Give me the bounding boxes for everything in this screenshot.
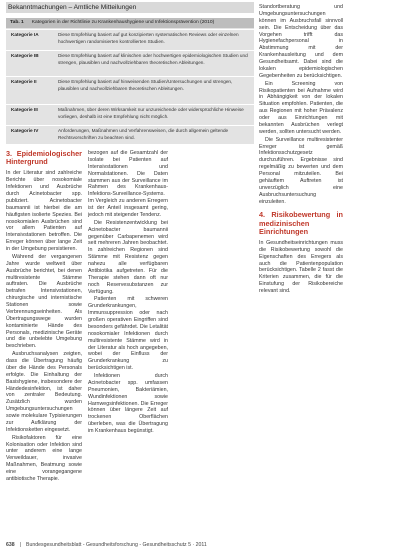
paragraph: bezogen auf die Gesamtzahl der Isolate bei Patienten auf Intensivstationen und Normalstationen. Die Daten stammen aus der Surveillance im Rahmen des Krankenhaus-Infektions-Surveillance-Systems. Im Vergleich zu anderen Erregern ist der Anteil insgesamt gering, jedoch mit steigender Tendenz. [88, 150, 168, 218]
paragraph: Ausbruchsanalysen zeigten, dass die Übertragung häufig über die Hände des Personals erfolgte. Die Einhaltung der Basishygiene, insbesondere der Händedesinfektion, ist daher von zentraler Bedeutung. Zusätzlich wurden Umgebungsuntersuchungen sowie molekulare Typisierungen zur Aufklärung der Infektionsketten eingesetzt. [6, 351, 82, 433]
paragraph: In der Literatur sind zahlreiche Berichte über nosokomiale Infektionen und Ausbrüche durch Acinetobacter spp. publiziert. Acinetobacter baumannii ist hierbei die am häufigsten isolierte Spezies. Bei nosokomialen Ausbrüchen sind vor allem Patienten auf Intensivstationen betroffen. Die Erreger können über lange Zeit in der Umgebung persistieren. [6, 170, 82, 253]
table-row-category: Kategorie IB [11, 53, 39, 58]
paragraph: Risikofaktoren für eine Kolonisation oder Infektion sind unter anderem eine lange Verweildauer, invasive Maßnahmen, Beatmung sowie eine vorangegangene antibiotische Therapie. [6, 434, 82, 482]
right-column [259, 4, 343, 537]
table-row-description: Maßnahmen, über deren Wirksamkeit nur unzureichende oder widersprüchliche Hinweise vorliegen, deshalb ist eine Empfehlung nicht möglich. [58, 107, 244, 119]
paragraph: Infektionen durch Acinetobacter spp. umfassen Pneumonien, Bakteriämien, Wundinfektionen sowie Harnwegsinfektionen. Die Erreger können über längere Zeit auf trockenen Oberflächen überleben, was die Übertragung im Krankenhaus begünstigt. [88, 373, 168, 434]
page-footer [6, 541, 407, 549]
left-column [6, 150, 82, 537]
table-row-category: Kategorie II [11, 79, 37, 84]
table-row-description: Diese Empfehlung basiert auf klinischen oder hochwertigen epidemiologischen Studien und strengen, plausiblen und nachvollziehbaren theoretischen Ableitungen. [58, 53, 248, 65]
section-heading: 3. Epidemiologischer Hintergrund [6, 150, 82, 167]
page-header-title: Bekanntmachungen – Amtliche Mitteilungen [8, 4, 137, 11]
journal-citation: Bundesgesundheitsblatt - Gesundheitsforschung - Gesundheitsschutz 5 · 2011 [26, 542, 207, 548]
page-number: 638 [6, 542, 15, 548]
middle-column [88, 150, 168, 537]
paragraph: In Gesundheitseinrichtungen muss die Risikobewertung sowohl die Eigenschaften des Erregers als auch die Patientenpopulation berücksichtigen. Tabelle 2 fasst die Kriterien zusammen, die für die Einstufung der Risikobereiche relevant sind. [259, 239, 343, 295]
table-row-category: Kategorie IV [11, 128, 39, 133]
paragraph: Die Surveillance multiresistenter Erreger ist gemäß Infektionsschutzgesetz durchzuführen. Ergebnisse sind regelmäßig zu bewerten und dem Personal mitzuteilen. Bei gehäuftem Auftreten ist unverzüglich eine Ausbruchsuntersuchung einzuleiten. [259, 136, 343, 205]
table-row [6, 76, 254, 104]
table-label: Tab. 1 [10, 20, 24, 25]
table-row [6, 29, 254, 50]
paragraph: Die Resistenzentwicklung bei Acinetobacter baumannii gegenüber Carbapenemen wird seit mehreren Jahren beobachtet. In zahlreichen Regionen sind Stämme mit Resistenz gegen nahezu alle verfügbaren Antibiotika aufgetreten. Für die Therapie stehen dann oft nur noch Reservesubstanzen zur Verfügung. [88, 219, 168, 295]
paragraph: Während der vergangenen Jahre wurde weltweit über Ausbrüche berichtet, bei denen multiresistente Stämme auftraten. Die Ausbrüche betrafen Intensivstationen, chirurgische und internistische Stationen sowie Verbrennungseinheiten. Als Übertragungswege wurden kontaminierte Hände des Personals, medizinische Geräte und die unbelebte Umgebung beschrieben. [6, 253, 82, 350]
table-row-description: Anforderungen, Maßnahmen und Verfahrensweisen, die durch allgemein geltende Rechtsvorschriften zu beachten sind. [58, 128, 229, 140]
table-row-description: Diese Empfehlung basiert auf gut konzipierten systematischen Reviews oder einzelnen hochwertigen randomisierten kontrollierten Studien. [58, 32, 239, 44]
paragraph: Standortberatung und Umgebungsuntersuchungen können im Ausbruchsfall sinnvoll sein. Die Entscheidung über das Vorgehen trifft das Hygienefachpersonal in Abstimmung mit der Krankenhausleitung und dem Gesundheitsamt. Dabei sind die lokalen epidemiologischen Gegebenheiten zu berücksichtigen. [259, 4, 343, 79]
table-row-category: Kategorie IA [11, 32, 39, 37]
section-heading: 4. Risikobewertung in medizinischen Einrichtungen [259, 210, 343, 236]
table-row [6, 125, 254, 144]
table-row [6, 104, 254, 125]
table-caption-text: Kategorien in der Richtlinie zu Krankenhaushygiene und Infektionsprävention (2010) [31, 20, 215, 25]
table-row-description: Diese Empfehlung basiert auf hinweisenden Studien/Untersuchungen und strengen, plausiblen und nachvollziehbaren theoretischen Ableitungen. [58, 79, 233, 91]
paragraph: Patienten mit schweren Grunderkrankungen, Immunsuppression oder nach großen operativen Eingriffen sind besonders gefährdet. Die Letalität nosokomialer Infektionen durch multiresistente Stämme wird in der Literatur als hoch angegeben, wobei der Einfluss der Grunderkrankung zu berücksichtigen ist. [88, 296, 168, 372]
footer-separator: | [19, 542, 22, 548]
table-caption [10, 18, 252, 28]
table-row-category: Kategorie III [11, 107, 38, 112]
paragraph: Ein Screening von Risikopatienten bei Aufnahme wird in Abhängigkeit von der lokalen Situation empfohlen. Patienten, die aus Regionen mit hoher Prävalenz oder aus Einrichtungen mit bekannten Ausbrüchen verlegt werden, sollten untersucht werden. [259, 80, 343, 135]
table-row [6, 50, 254, 76]
